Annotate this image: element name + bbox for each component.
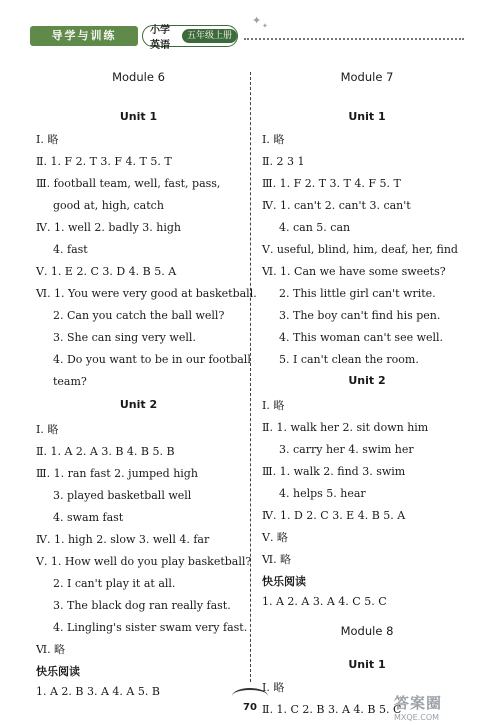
- page-header: [0, 0, 500, 50]
- answer-line: Ⅱ. 1. C 2. B 3. A 4. B 5. C: [262, 703, 402, 716]
- answer-line: 2. This little girl can't write.: [279, 287, 436, 300]
- unit-heading: Unit 2: [348, 374, 386, 387]
- answer-line: 3. She can sing very well.: [53, 331, 196, 344]
- answer-line: Ⅳ. 1. high 2. slow 3. well 4. far: [36, 533, 210, 546]
- answer-line: Ⅲ. 1. walk 2. find 3. swim: [262, 465, 406, 478]
- answer-line: Ⅵ. 1. Can we have some sweets?: [262, 265, 446, 278]
- unit-heading: Unit 2: [119, 398, 158, 411]
- answer-line: 3. carry her 4. swim her: [279, 443, 414, 456]
- answer-line: Ⅵ. 1. You were very good at basketball.: [36, 287, 257, 300]
- answer-line: 4. swam fast: [53, 511, 124, 524]
- reading-answer: 1. A 2. B 3. A 4. A 5. B: [36, 685, 160, 698]
- answer-line: 3. The boy can't find his pen.: [279, 309, 441, 322]
- answer-line: 4. can 5. can: [279, 221, 351, 234]
- subject-badge: [142, 25, 238, 51]
- answer-line: good at, high, catch: [53, 199, 164, 212]
- right-column: [262, 70, 472, 724]
- answer-line: 2. I can't play it at all.: [53, 577, 176, 590]
- answer-line: Ⅲ. football team, well, fast, pass,: [36, 177, 221, 190]
- answer-line: 4. Lingling's sister swam very fast.: [53, 621, 248, 634]
- answer-line: Ⅰ. 略: [36, 133, 59, 146]
- answer-line: 4. helps 5. hear: [279, 487, 366, 500]
- answer-line: Ⅰ. 略: [262, 681, 285, 694]
- unit-heading: Unit 1: [348, 110, 386, 123]
- answer-line: Ⅴ. 略: [262, 531, 288, 544]
- watermark-logo: [394, 692, 494, 722]
- answer-line: Ⅱ. 1. F 2. T 3. F 4. T 5. T: [36, 155, 172, 168]
- answer-line: Ⅲ. 1. F 2. T 3. T 4. F 5. T: [262, 177, 401, 190]
- answer-line: 5. I can't clean the room.: [279, 353, 419, 366]
- answer-line: 3. played basketball well: [53, 489, 192, 502]
- unit-heading: Unit 1: [119, 110, 158, 123]
- reading-answer: 1. A 2. A 3. A 4. C 5. C: [262, 595, 387, 608]
- module-heading: Module 7: [340, 70, 394, 84]
- grade-label: 五年级上册: [182, 29, 237, 43]
- answer-line: Ⅲ. 1. ran fast 2. jumped high: [36, 467, 198, 480]
- star-icon: ✦: [252, 14, 262, 27]
- module-heading: Module 8: [340, 624, 394, 638]
- answer-line: team?: [53, 375, 87, 388]
- series-banner: 导学与训练: [30, 26, 138, 46]
- header-dotted-rule: [244, 38, 464, 40]
- answer-line: Ⅱ. 1. A 2. A 3. B 4. B 5. B: [36, 445, 175, 458]
- answer-line: Ⅳ. 1. well 2. badly 3. high: [36, 221, 182, 234]
- page-footer: [0, 688, 500, 725]
- answer-line: Ⅵ. 略: [262, 553, 292, 566]
- answer-line: Ⅴ. 1. How well do you play basketball?: [36, 555, 252, 568]
- column-divider: [250, 72, 251, 682]
- reading-heading: 快乐阅读: [36, 665, 80, 678]
- answer-line: Ⅰ. 略: [262, 133, 285, 146]
- unit-heading: Unit 1: [348, 658, 386, 671]
- left-column: [36, 70, 257, 706]
- watermark-url: MXQE.COM: [394, 713, 440, 722]
- answer-line: Ⅱ. 1. walk her 2. sit down him: [262, 421, 429, 434]
- answer-line: Ⅴ. 1. E 2. C 3. D 4. B 5. A: [36, 265, 177, 278]
- answer-line: 3. The black dog ran really fast.: [53, 599, 231, 612]
- answer-line: Ⅰ. 略: [262, 399, 285, 412]
- module-heading: Module 6: [112, 70, 165, 84]
- answer-line: 4. This woman can't see well.: [279, 331, 444, 344]
- answer-line: Ⅰ. 略: [36, 423, 59, 436]
- answer-line: Ⅳ. 1. D 2. C 3. E 4. B 5. A: [262, 509, 406, 522]
- subject-label: 小学英语: [150, 25, 170, 51]
- page-number: 70: [243, 702, 257, 713]
- answer-line: 2. Can you catch the ball well?: [53, 309, 225, 322]
- reading-heading: 快乐阅读: [262, 575, 306, 588]
- answer-line: Ⅳ. 1. can't 2. can't 3. can't: [262, 199, 411, 212]
- answer-line: Ⅱ. 2 3 1: [262, 155, 305, 168]
- watermark-title: 答案圈: [394, 694, 443, 712]
- small-star-icon: ✦: [262, 22, 268, 30]
- answer-line: 4. fast: [53, 243, 88, 256]
- answer-line: Ⅴ. useful, blind, him, deaf, her, find: [262, 243, 458, 256]
- answer-line: 4. Do you want to be in our football: [53, 353, 251, 366]
- answer-line: Ⅵ. 略: [36, 643, 66, 656]
